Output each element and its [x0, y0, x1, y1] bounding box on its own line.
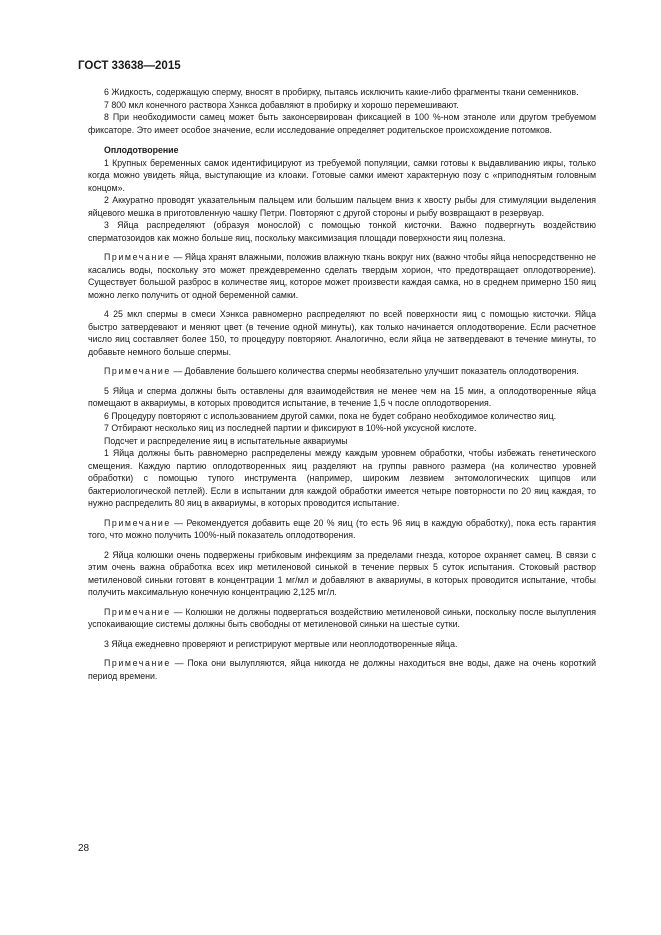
note-text: — Яйца хранят влажными, положив влажную ткань вокруг них (важно чтобы яйца непосредственно не касались воды, поскольку это может преждевременно сделать твердым хорион, что предотвращает оплодотворение). Существует большой разброс в количестве яиц, которое может произвести каждая самка, но в среднем примерно 150 яиц можно легко получить от одной беременной самки. [88, 252, 596, 300]
note-paragraph [88, 606, 596, 631]
paragraph: 7 Отбирают несколько яиц из последней партии и фиксируют в 10%-ной уксусной кислоте. [104, 423, 477, 433]
paragraph: 6 Жидкость, содержащую сперму, вносят в пробирку, пытаясь исключить какие-либо фрагменты ткани семенников. [104, 87, 579, 97]
paragraph: 2 Аккуратно проводят указательным пальцем или большим пальцем вниз к хвосту рыбы для стимуляции выделения яйцевого мешка в приготовленную чашку Петри. Повторяют с другой стороны и рыбу возвращают в резервуар. [88, 195, 596, 218]
note-paragraph [88, 517, 596, 542]
document-header: ГОСТ 33638—2015 [78, 60, 181, 72]
note-paragraph [88, 365, 596, 378]
document-body [88, 86, 596, 682]
note-label: Примечание [104, 606, 171, 617]
paragraph: 1 Крупных беременных самок идентифицируют из требуемой популяции, самки готовы к выдавливанию икры, только когда можно увидеть яйца, выступающие из клоаки. Готовые самки имеют характерную позу с «приподнятым головным концом». [88, 157, 596, 193]
note-label: Примечание [104, 252, 171, 262]
paragraph: 5 Яйца и сперма должны быть оставлены для взаимодействия не менее чем на 15 мин, а оплодотворенные яйца помещают в аквариумы, в которых проводится испытание, в течение 1,5 ч после оплодотворения. [88, 385, 596, 408]
paragraph: 8 При необходимости самец может быть законсервирован фиксацией в 100 %-ном этаноле или другом требуемом фиксаторе. Это имеет особое значение, если исследование определяет родительское происхождение потомков. [88, 112, 596, 135]
note-label: Примечание [104, 658, 171, 668]
paragraph: 4 25 мкл спермы в смеси Хэнкса равномерно распределяют по всей поверхности яиц с помощью кисточки. Яйца быстро затвердевают и меняют цвет (в течение одной минуты), как только начинается оплодотворение. Если расчетное число яиц составляет более 150, то процедуру повторяют. Аналогично, если яйца не затвердевают в течение минуты, то добавьте немного больше спермы. [88, 309, 596, 357]
paragraph: 3 Яйца распределяют (образуя монослой) с помощью тонкой кисточки. Важно подвергнуть воздействию сперматозоидов как можно больше яиц, поскольку максимизация площади поверхности яиц полезна. [88, 220, 596, 243]
note-paragraph [88, 657, 596, 682]
paragraph: 1 Яйца должны быть равномерно распределены между каждым уровнем обработки, чтобы избежать генетического смещения. Каждую партию оплодотворенных яиц разделяют на группы равного размера (на количество уровней обработки) с помощью тупого инструмента (например, широким лезвием энтомологических щипцов или бактериологической петлей). Если в испытании для каждой обработки имеется четыре повторности по 20 яиц каждая, то нужно распределить 80 яиц в аквариумы, в которых проводится испытание. [88, 448, 596, 508]
note-text: — Колюшки не должны подвергаться воздействию метиленовой синьки, поскольку после вылупления успокаивающие системы должны быть свободны от метиленовой синьки на шестые сутки. [88, 606, 596, 629]
note-label: Примечание [104, 517, 171, 528]
paragraph: 2 Яйца колюшки очень подвержены грибковым инфекциям за пределами гнезда, которое охраняет самец. В связи с этим очень важна обработка всех икр метиленовой синькой в течение первых 5 суток испытания. Стоковый раствор метиленовой синьки готовят в концентрации 1 мг/мл и добавляют в аквариумы, в которых проводится испытание, чтобы получить максимальную конечную концентрацию 2,125 мг/л. [88, 549, 596, 597]
paragraph: 6 Процедуру повторяют с использованием другой самки, пока не будет собрано необходимое количество яиц. [104, 410, 557, 421]
paragraph: 7 800 мкл конечного раствора Хэнкса добавляют в пробирку и хорошо перемешивают. [104, 99, 459, 110]
note-text: — Рекомендуется добавить еще 20 % яиц (то есть 96 яиц в каждую обработку), пока есть гарантия того, что можно получить 100%-ный показатель оплодотворения. [88, 517, 596, 540]
paragraph: Подсчет и распределение яиц в испытательные аквариумы [104, 435, 348, 446]
note-text: — Добавление большего количества спермы необязательно улучшит показатель оплодотворения. [170, 366, 579, 376]
note-label: Примечание [104, 366, 171, 376]
note-text: — Пока они вылупляются, яйца никогда не должны находиться вне воды, даже на очень короткий период времени. [88, 658, 596, 681]
page-number: 28 [78, 843, 90, 854]
paragraph: 3 Яйца ежедневно проверяют и регистрируют мертвые или неоплодотворенные яйца. [104, 638, 458, 649]
note-paragraph [88, 251, 596, 301]
section-heading: Оплодотворение [104, 145, 179, 155]
